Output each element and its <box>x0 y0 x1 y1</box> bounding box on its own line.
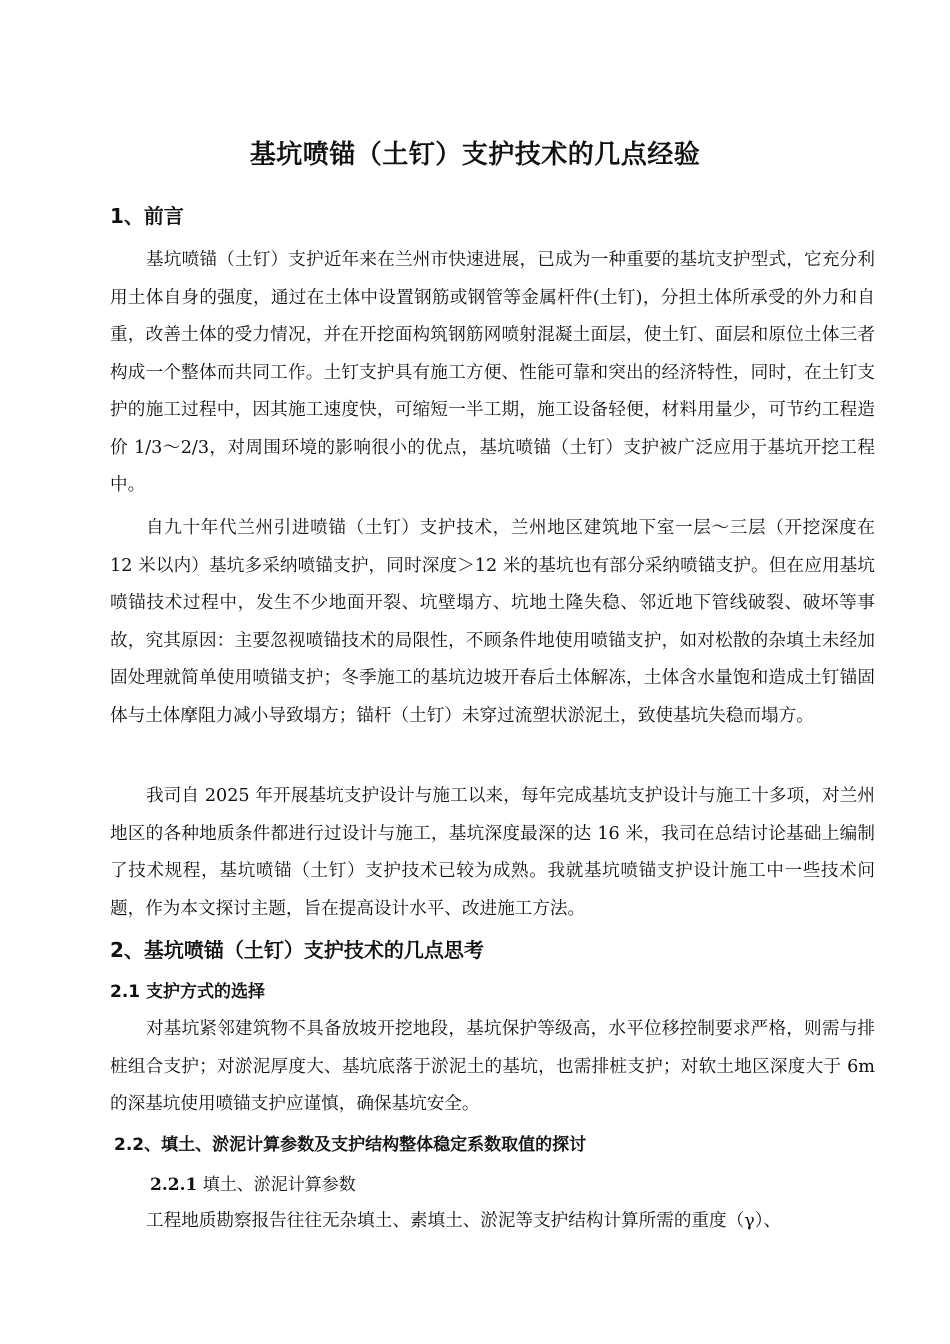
paragraph-2-1: 对基坑紧邻建筑物不具备放坡开挖地段，基坑保护等级高，水平位移控制要求严格，则需与排桩组合支护；对淤泥厚度大、基坑底落于淤泥土的基坑，也需排桩支护；对软土地区深度大于 6m 的深基坑使用喷锚支护应谨慎，确保基坑安全。 <box>110 1019 875 1114</box>
subsubsection-number: 2.2.1 <box>150 1175 198 1195</box>
section-heading-1: 1、前言 <box>110 204 184 228</box>
subsection-heading-2-2: 2.2、填土、淤泥计算参数及支护结构整体稳定系数取值的探讨 <box>114 1135 587 1155</box>
paragraph-intro-3: 我司自 2025 年开展基坑支护设计与施工以来，每年完成基坑支护设计与施工十多项，对兰州地区的各种地质条件都进行过设计与施工，基坑深度最深的达 16 米，我司在总结讨论基础上编制了技术规程，基坑喷锚（土钉）支护技术已较为成熟。我就基坑喷锚支护设计施工中一些技术问题，作为本文探讨主题，旨在提高设计水平、改进施工方法。 <box>110 786 875 919</box>
subsection-heading-2-1: 2.1 支护方式的选择 <box>110 982 266 1002</box>
paragraph-intro-1: 基坑喷锚（土钉）支护近年来在兰州市快速进展，已成为一种重要的基坑支护型式，它充分利用土体自身的强度，通过在土体中设置钢筋或钢管等金属杆件(土钉)，分担土体所承受的外力和自重，改善土体的受力情况，并在开挖面构筑钢筋网喷射混凝土面层，使土钉、面层和原位土体三者构成一个整体而共同工作。土钉支护具有施工方便、性能可靠和突出的经济特性，同时，在土钉支护的施工过程中，因其施工速度快，可缩短一半工期，施工设备轻便，材料用量少，可节约工程造价 1/3～2/3，对周围环境的影响很小的优点，基坑喷锚（土钉）支护被广泛应用于基坑开挖工程中。 <box>110 250 875 495</box>
section-heading-2: 2、基坑喷锚（土钉）支护技术的几点思考 <box>110 938 484 962</box>
subsubsection-title: 填土、淤泥计算参数 <box>202 1175 356 1195</box>
document-title: 基坑喷锚（土钉）支护技术的几点经验 <box>249 140 701 170</box>
paragraph-2-2-1: 工程地质勘察报告往往无杂填土、素填土、淤泥等支护结构计算所需的重度（γ）、 <box>146 1211 782 1231</box>
subsubsection-heading-2-2-1 <box>150 1170 356 1195</box>
paragraph-intro-2: 自九十年代兰州引进喷锚（土钉）支护技术，兰州地区建筑地下室一层～三层（开挖深度在 12 米以内）基坑多采纳喷锚支护，同时深度＞12 米的基坑也有部分采纳喷锚支护。但在应用基坑喷锚技术过程中，发生不少地面开裂、坑壁塌方、坑地土隆失稳、邻近地下管线破裂、破坏等事故，究其原因：主要忽视喷锚技术的局限性，不顾条件地使用喷锚支护，如对松散的杂填土未经加固处理就简单使用喷锚支护；冬季施工的基坑边坡开春后土体解冻，土体含水量饱和造成土钉锚固体与土体摩阻力减小导致塌方；锚杆（土钉）未穿过流塑状淤泥土，致使基坑失稳而塌方。 <box>110 518 875 726</box>
